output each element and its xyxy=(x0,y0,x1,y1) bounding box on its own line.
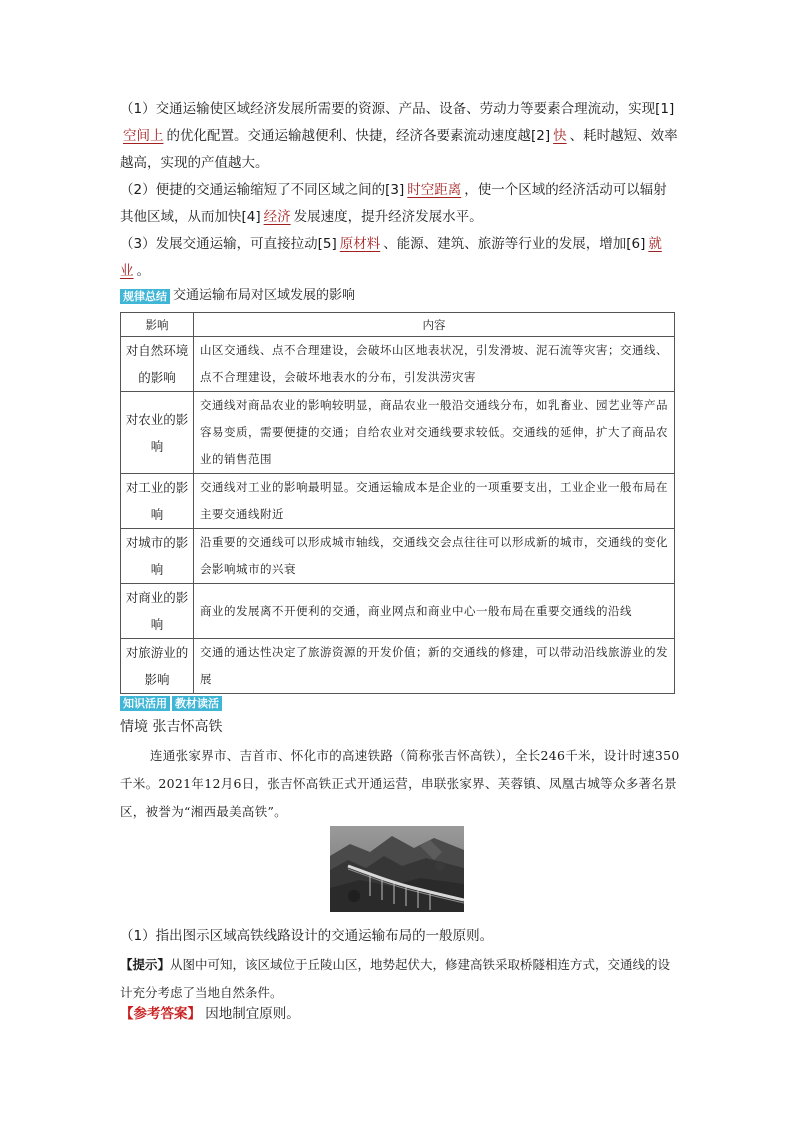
summary-badge: 规律总结 xyxy=(120,289,170,304)
row-content: 交通的通达性决定了旅游资源的开发价值；新的交通线的修建，可以带动沿线旅游业的发展 xyxy=(194,639,675,694)
railway-photo-graphic xyxy=(330,826,464,912)
answer-block xyxy=(120,1003,300,1025)
table-header-row xyxy=(121,313,675,337)
answer-text: 因地制宜原则。 xyxy=(205,1006,300,1022)
row-category: 对农业的影响 xyxy=(121,392,194,474)
hint-block xyxy=(120,951,680,1007)
fill-blank-5: 原材料 xyxy=(339,236,381,252)
row-category: 对自然环境的影响 xyxy=(121,337,194,392)
table-header: 内容 xyxy=(194,313,675,337)
paragraph-3: （3）发展交通运输，可直接拉动[5] 原材料 、能源、建筑、旅游等行业的发展，增加[6] 就业 。 xyxy=(120,236,662,279)
row-category: 对商业的影响 xyxy=(121,584,194,639)
row-category: 对城市的影响 xyxy=(121,529,194,584)
row-content: 交通线对工业的影响最明显。交通运输成本是企业的一项重要支出，工业企业一般布局在主要交通线附近 xyxy=(194,474,675,529)
table-row xyxy=(121,529,675,584)
scenario-title: 情境 张吉怀高铁 xyxy=(120,719,223,735)
table-row xyxy=(121,474,675,529)
table-row xyxy=(121,639,675,694)
summary-title: 交通运输布局对区域发展的影响 xyxy=(173,288,356,303)
fill-blank-6: 就业 xyxy=(120,236,662,279)
section-badge: 知识活用 xyxy=(120,696,170,711)
railway-photo xyxy=(330,826,464,912)
hint-label: 【提示】 xyxy=(120,957,171,972)
paragraph-1: （1）交通运输使区域经济发展所需要的资源、产品、设备、劳动力等要素合理流动，实现[1]空间上 的优化配置。交通运输越便利、快捷，经济各要素流动速度越[2] 快 、耗时越短、效率越高，实现的产值越大。 xyxy=(120,101,678,171)
fill-blank-2: 快 xyxy=(553,128,567,144)
table-header: 影响 xyxy=(121,313,194,337)
summary-heading xyxy=(120,286,355,307)
row-category: 对工业的影响 xyxy=(121,474,194,529)
row-content: 商业的发展离不开便利的交通，商业网点和商业中心一般布局在重要交通线的沿线 xyxy=(194,584,675,639)
answer-label: 【参考答案】 xyxy=(120,1006,201,1022)
row-content: 山区交通线、点不合理建设，会破坏山区地表状况，引发滑坡、泥石流等灾害；交通线、点不合理建设，会破坏地表水的分布，引发洪涝灾害 xyxy=(194,337,675,392)
fill-blank-1: 空间上 xyxy=(123,128,164,144)
section-badges xyxy=(120,696,224,711)
influence-table xyxy=(120,312,675,694)
row-category: 对旅游业的影响 xyxy=(121,639,194,694)
table-row xyxy=(121,337,675,392)
row-content: 交通线对商品农业的影响较明显，商品农业一般沿交通线分布，如乳畜业、园艺业等产品容易变质，需要便捷的交通；自给农业对交通线要求较低。交通线的延伸，扩大了商品农业的销售范围 xyxy=(194,392,675,474)
section-badge: 教材读活 xyxy=(172,696,222,711)
hint-text: 从图中可知，该区域位于丘陵山区，地势起伏大，修建高铁采取桥隧相连方式，交通线的设计充分考虑了当地自然条件。 xyxy=(120,957,671,1000)
paragraph-2: （2）便捷的交通运输缩短了不同区域之间的[3] 时空距离 ，使一个区域的经济活动可以辐射其他区域，从而加快[4] 经济 发展速度，提升经济发展水平。 xyxy=(120,182,667,225)
question-1: （1）指出图示区域高铁线路设计的交通运输布局的一般原则。 xyxy=(120,928,494,944)
fill-blank-3: 时空距离 xyxy=(407,182,462,198)
scenario-passage: 连通张家界市、吉首市、怀化市的高速铁路（简称张吉怀高铁），全长246千米，设计时速350千米。2021年12月6日，张吉怀高铁正式开通运营，串联张家界、芙蓉镇、凤凰古城等众多著名景区，被誉为“湘西最美高铁”。 xyxy=(120,748,680,819)
fill-blank-4: 经济 xyxy=(263,209,291,225)
row-content: 沿重要的交通线可以形成城市轴线，交通线交会点往往可以形成新的城市，交通线的变化会影响城市的兴衰 xyxy=(194,529,675,584)
table-row xyxy=(121,584,675,639)
table-row xyxy=(121,392,675,474)
